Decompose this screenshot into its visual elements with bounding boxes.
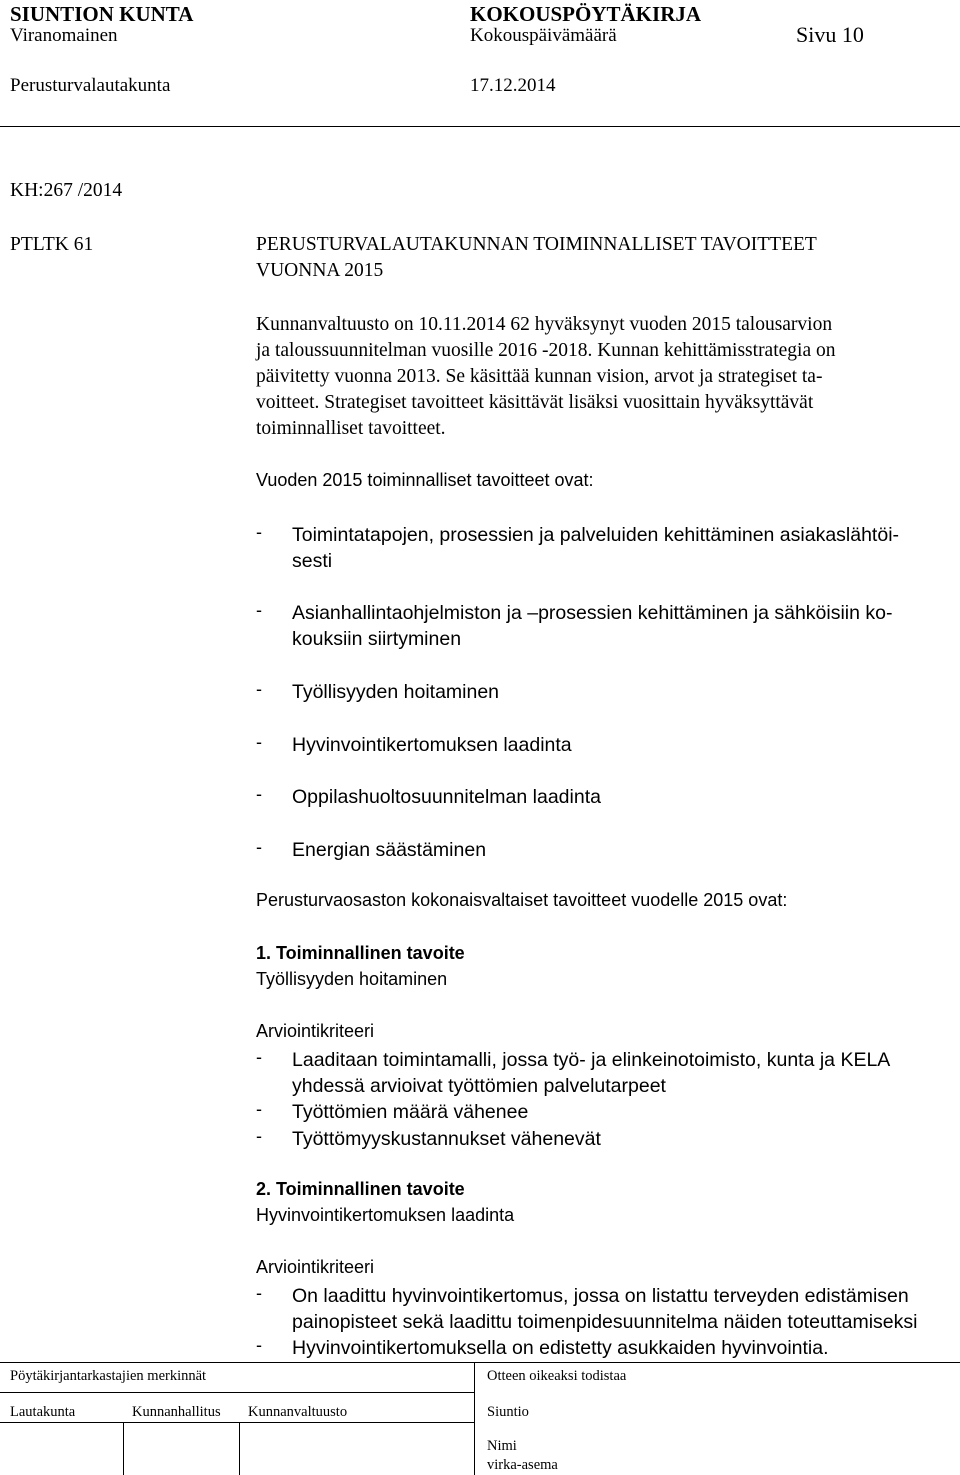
list-item-text: Asianhallintaohjelmiston ja –prosessien kehittäminen ja sähköisiin ko- (292, 602, 893, 624)
list-item-text: Työttömien määrä vähenee (292, 1101, 529, 1123)
list-item-text: Toimintatapojen, prosessien ja palveluiden kehittäminen asiakaslähtöi- (292, 524, 900, 546)
goals-heading: Vuoden 2015 toiminnalliset tavoitteet ovat: (256, 470, 594, 490)
footer-center-divider (474, 1362, 475, 1475)
section1-title: 1. Toiminnallinen tavoite (256, 943, 465, 963)
intro-line: voitteet. Strategiset tavoitteet käsittävät lisäksi vuosittain hyväksyttävät (256, 392, 814, 413)
list-dash: - (256, 1047, 262, 1067)
list-item-text: On laadittu hyvinvointikertomus, jossa on listattu terveyden edistämisen (292, 1285, 909, 1307)
list-dash: - (256, 1126, 262, 1146)
list-item-text: Työttömyyskustannukset vähenevät (292, 1128, 601, 1150)
list-dash: - (256, 784, 262, 804)
list-item (256, 837, 946, 863)
footer-col-lautakunta: Lautakunta (10, 1404, 76, 1420)
ptltk-reference: PTLTK 61 (10, 234, 94, 255)
signatures-label: Pöytäkirjantarkastajien merkinnät (10, 1368, 207, 1384)
list-item (256, 1047, 946, 1099)
list-dash: - (256, 679, 262, 699)
authority-label: Viranomainen (10, 25, 118, 46)
org-name: SIUNTION KUNTA (10, 2, 194, 26)
list-dash: - (256, 1335, 262, 1355)
list-item-text: yhdessä arvioivat työttömien palvelutarpeet (292, 1075, 666, 1097)
certified-label: Otteen oikeaksi todistaa (487, 1368, 627, 1384)
page-number: Sivu 10 (796, 22, 864, 47)
footer-lower-divider (0, 1422, 474, 1423)
list-item-text: sesti (292, 550, 333, 572)
section2-title: 2. Toiminnallinen tavoite (256, 1179, 465, 1199)
intro-line: päivitetty vuonna 2013. Se käsittää kunnan vision, arvot ja strategiset ta- (256, 366, 823, 387)
list-dash: - (256, 837, 262, 857)
list-dash: - (256, 732, 262, 752)
list-item (256, 600, 946, 652)
section2-subtitle: Hyvinvointikertomuksen laadinta (256, 1205, 515, 1225)
header-divider (0, 126, 960, 127)
list-item-text: Laaditaan toimintamalli, jossa työ- ja elinkeinotoimisto, kunta ja KELA (292, 1049, 891, 1071)
authority-name: Perusturvalautakunta (10, 75, 171, 96)
case-title-line2: VUONNA 2015 (256, 260, 384, 281)
date-label: Kokouspäivämäärä (470, 25, 617, 46)
case-title-line1: PERUSTURVALAUTAKUNNAN TOIMINNALLISET TAVOITTEET (256, 234, 817, 255)
intro-line: ja taloussuunnitelman vuosille 2016 -2018. Kunnan kehittämisstrategia on (256, 340, 836, 361)
overall-goals-heading: Perusturvaosaston kokonaisvaltaiset tavoitteet vuodelle 2015 ovat: (256, 890, 788, 910)
list-item (256, 1099, 946, 1125)
footer-col-kunnanhallitus: Kunnanhallitus (132, 1404, 221, 1420)
footer-title-label: virka-asema (487, 1457, 558, 1473)
list-dash: - (256, 1099, 262, 1119)
list-item-text: kouksiin siirtyminen (292, 628, 462, 650)
list-dash: - (256, 522, 262, 542)
footer-mid-divider (0, 1392, 474, 1393)
footer-place: Siuntio (487, 1404, 529, 1420)
list-item (256, 1126, 946, 1152)
section2-criteria-label: Arviointikriteeri (256, 1257, 375, 1277)
list-item-text: Oppilashuoltosuunnitelman laadinta (292, 786, 601, 808)
meeting-date: 17.12.2014 (470, 75, 556, 96)
list-dash: - (256, 600, 262, 620)
intro-line: toiminnalliset tavoitteet. (256, 418, 446, 439)
intro-line: Kunnanvaltuusto on 10.11.2014 62 hyväksynyt vuoden 2015 talousarvion (256, 314, 833, 335)
list-item-text: Työllisyyden hoitaminen (292, 681, 500, 703)
list-item-text: Energian säästäminen (292, 839, 487, 861)
footer-col-kunnanvaltuusto: Kunnanvaltuusto (248, 1404, 348, 1420)
footer-col-divider (123, 1422, 124, 1475)
kh-reference: KH:267 /2014 (10, 180, 123, 201)
section1-criteria-label: Arviointikriteeri (256, 1021, 375, 1041)
document-type: KOKOUSPÖYTÄKIRJA (470, 2, 702, 26)
footer-top-divider (0, 1362, 960, 1363)
list-dash: - (256, 1283, 262, 1303)
list-item (256, 732, 946, 758)
list-item (256, 1335, 946, 1361)
list-item (256, 1283, 946, 1335)
list-item-text: painopisteet sekä laadittu toimenpidesuunnitelma näiden toteuttamiseksi (292, 1311, 918, 1333)
footer-col-divider (239, 1422, 240, 1475)
list-item-text: Hyvinvointikertomuksen laadinta (292, 734, 572, 756)
footer-name-label: Nimi (487, 1438, 517, 1454)
list-item-text: Hyvinvointikertomuksella on edistetty asukkaiden hyvinvointia. (292, 1337, 829, 1359)
list-item (256, 522, 946, 574)
section1-subtitle: Työllisyyden hoitaminen (256, 969, 448, 989)
list-item (256, 679, 946, 705)
list-item (256, 784, 946, 810)
